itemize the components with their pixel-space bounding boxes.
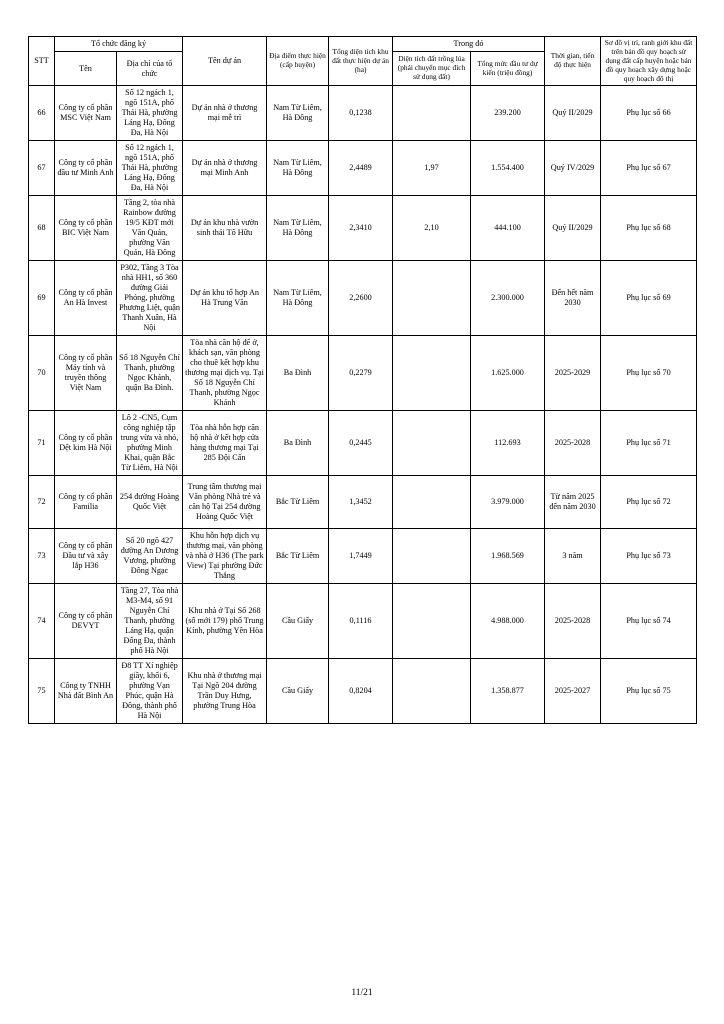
cell-so-do: Phụ lục số 70 [601,336,697,411]
cell-so-do: Phụ lục số 74 [601,584,697,659]
registration-table [28,36,697,724]
cell-stt: 69 [29,261,55,336]
header-row-1 [29,37,697,52]
cell-tong-dien-tich: 0,2445 [329,411,393,476]
cell-tong-muc-dau-tu: 444.100 [471,196,545,261]
cell-tong-dien-tich: 0,1238 [329,86,393,141]
cell-ten: Công ty cổ phần BIC Việt Nam [55,196,117,261]
cell-thoi-gian: Đến hết năm 2030 [545,261,601,336]
cell-dia-diem: Nam Từ Liêm, Hà Đông [267,86,329,141]
page-number: 11/21 [351,988,373,998]
header-dia-chi: Địa chỉ của tổ chức [117,52,183,86]
cell-dia-chi: Lô 2 -CN5, Cụm công nghiệp tập trung vừa và nhỏ, phường Minh Khai, quận Bắc Từ Liêm, Hà Nội [117,411,183,476]
table-row [29,584,697,659]
cell-dat-trong-lua [393,476,471,529]
table-row [29,411,697,476]
cell-thoi-gian: 3 năm [545,529,601,584]
cell-stt: 66 [29,86,55,141]
header-so-do-vi-tri: Sơ đồ vị trí, ranh giới khu đất trên bản đồ quy hoạch sử dụng đất cấp huyện hoặc bản đồ quy hoạch xây dựng hoặc quy hoạch đô thị [601,37,697,86]
cell-tong-dien-tich: 2,3410 [329,196,393,261]
cell-so-do: Phụ lục số 71 [601,411,697,476]
cell-so-do: Phụ lục số 75 [601,659,697,724]
cell-dat-trong-lua [393,336,471,411]
cell-tong-muc-dau-tu: 1.968.569 [471,529,545,584]
cell-dat-trong-lua [393,411,471,476]
cell-stt: 68 [29,196,55,261]
header-to-chuc-dang-ky: Tổ chức đăng ký [55,37,183,52]
table-row [29,86,697,141]
cell-thoi-gian: 2025-2027 [545,659,601,724]
table-row [29,659,697,724]
cell-so-do: Phụ lục số 66 [601,86,697,141]
cell-stt: 73 [29,529,55,584]
cell-tong-dien-tich: 0,2279 [329,336,393,411]
cell-ten-du-an: Khu nhà ở Tại Số 268 (số mới 179) phố Trung Kính, phường Yên Hòa [183,584,267,659]
cell-ten: Công ty cổ phần DEVYT [55,584,117,659]
cell-dat-trong-lua: 2,10 [393,196,471,261]
cell-thoi-gian: 2025-2028 [545,584,601,659]
cell-dia-diem: Bắc Từ Liêm [267,529,329,584]
cell-stt: 67 [29,141,55,196]
cell-ten: Công ty cổ phần MSC Việt Nam [55,86,117,141]
cell-stt: 75 [29,659,55,724]
cell-thoi-gian: 2025-2028 [545,411,601,476]
cell-dia-chi: Số 18 Nguyễn Chí Thanh, phường Ngọc Khánh, quận Ba Đình. [117,336,183,411]
cell-ten: Công ty cổ phần An Hà Invest [55,261,117,336]
cell-tong-muc-dau-tu: 1.554.400 [471,141,545,196]
cell-dia-chi: Tầng 27, Tòa nhà M3-M4, số 91 Nguyễn Chí Thanh, phường Láng Hạ, quận Đống Đa, thành phố Hà Nội [117,584,183,659]
cell-dat-trong-lua: 1,97 [393,141,471,196]
cell-tong-muc-dau-tu: 239.200 [471,86,545,141]
table-row [29,261,697,336]
cell-ten-du-an: Tòa nhà căn hộ để ở, khách sạn, văn phòng cho thuê kết hợp khu thương mại dịch vụ. Tại Số 18 Nguyễn Chí Thanh, phường Ngọc Khánh [183,336,267,411]
cell-stt: 71 [29,411,55,476]
cell-tong-muc-dau-tu: 1.358.877 [471,659,545,724]
cell-thoi-gian: Quý II/2029 [545,196,601,261]
cell-stt: 70 [29,336,55,411]
cell-so-do: Phụ lục số 69 [601,261,697,336]
cell-so-do: Phụ lục số 73 [601,529,697,584]
cell-ten-du-an: Dự án khu nhà vườn sinh thái Tố Hữu [183,196,267,261]
cell-dat-trong-lua [393,659,471,724]
cell-tong-dien-tich: 1,3452 [329,476,393,529]
cell-dia-diem: Nam Từ Liêm, Hà Đông [267,196,329,261]
header-tong-muc-dau-tu: Tổng mức đầu tư dự kiến (triệu đồng) [471,52,545,86]
header-thoi-gian: Thời gian, tiến độ thực hiện [545,37,601,86]
cell-dia-diem: Ba Đình [267,411,329,476]
cell-tong-dien-tich: 2,2600 [329,261,393,336]
cell-dia-chi: P302, Tầng 3 Tòa nhà HH1, số 360 đường Giải Phóng, phường Phương Liệt, quận Thanh Xuân, Hà Nội [117,261,183,336]
cell-tong-muc-dau-tu: 112.693 [471,411,545,476]
cell-so-do: Phụ lục số 67 [601,141,697,196]
table-row [29,336,697,411]
header-dien-tich-dat-trong-lua: Diện tích đất trồng lúa (phải chuyển mục đích sử dụng đất) [393,52,471,86]
cell-dat-trong-lua [393,529,471,584]
table-body [29,86,697,724]
cell-thoi-gian: Từ năm 2025 đến năm 2030 [545,476,601,529]
cell-tong-muc-dau-tu: 1.625.000 [471,336,545,411]
cell-thoi-gian: 2025-2029 [545,336,601,411]
cell-dia-chi: Số 12 ngách 1, ngõ 151A, phố Thái Hà, phường Láng Hạ, Đống Đa, Hà Nội [117,86,183,141]
cell-dia-chi: Tầng 2, tòa nhà Rainbow đường 19/5 KĐT mới Văn Quán, phường Văn Quán, Hà Đông [117,196,183,261]
cell-dia-diem: Ba Đình [267,336,329,411]
cell-tong-muc-dau-tu: 4.988.000 [471,584,545,659]
cell-so-do: Phụ lục số 72 [601,476,697,529]
cell-tong-dien-tich: 1,7449 [329,529,393,584]
cell-dia-diem: Nam Từ Liêm, Hà Đông [267,261,329,336]
header-tong-dien-tich: Tổng diện tích khu đất thực hiện dự án (ha) [329,37,393,86]
cell-ten: Công ty cổ phần Familia [55,476,117,529]
cell-tong-muc-dau-tu: 3.979.000 [471,476,545,529]
cell-ten: Công ty cổ phần Máy tính và truyền thông Việt Nam [55,336,117,411]
cell-dia-diem: Nam Từ Liêm, Hà Đông [267,141,329,196]
cell-ten-du-an: Dự án nhà ở thương mại mễ trì [183,86,267,141]
cell-ten: Công ty cổ phần Dệt kim Hà Nội [55,411,117,476]
table-row [29,196,697,261]
cell-tong-dien-tich: 0,8204 [329,659,393,724]
header-trong-do: Trong đó [393,37,545,52]
header-stt: STT [29,37,55,86]
cell-ten: Công ty cổ phần Đầu tư và xây lắp H36 [55,529,117,584]
cell-stt: 74 [29,584,55,659]
cell-dat-trong-lua [393,86,471,141]
cell-stt: 72 [29,476,55,529]
cell-dia-chi: Số 12 ngách 1, ngõ 151A, phố Thái Hà, phường Láng Hạ, Đống Đa, Hà Nội [117,141,183,196]
cell-thoi-gian: Quý II/2029 [545,86,601,141]
cell-ten-du-an: Dự án khu tổ hợp An Hà Trung Văn [183,261,267,336]
cell-dia-chi: Số 20 ngõ 427 đường An Dương Vương, phường Đông Ngạc [117,529,183,584]
cell-dat-trong-lua [393,584,471,659]
cell-dia-chi: 254 đường Hoàng Quốc Việt [117,476,183,529]
header-ten: Tên [55,52,117,86]
header-ten-du-an: Tên dự án [183,37,267,86]
cell-ten-du-an: Tòa nhà hỗn hợp căn hộ nhà ở kết hợp cửa hàng thương mại Tại 285 Đội Cấn [183,411,267,476]
cell-ten-du-an: Dự án nhà ở thương mại Minh Anh [183,141,267,196]
cell-dia-chi: Đ8 TT Xí nghiệp giầy, khối 6, phường Vạn Phúc, quận Hà Đông, thành phố Hà Nội [117,659,183,724]
cell-dat-trong-lua [393,261,471,336]
cell-ten-du-an: Khu hỗn hợp dịch vụ thương mại, văn phòng và nhà ở H36 (The park View) Tại phường Đức Thắng [183,529,267,584]
cell-dia-diem: Bắc Từ Liêm [267,476,329,529]
cell-dia-diem: Cầu Giấy [267,584,329,659]
cell-tong-dien-tich: 2,4489 [329,141,393,196]
cell-ten: Công ty cổ phần đầu tư Minh Anh [55,141,117,196]
header-dia-diem: Địa điểm thực hiện (cấp huyện) [267,37,329,86]
cell-tong-dien-tich: 0,1116 [329,584,393,659]
table-header [29,37,697,86]
cell-ten-du-an: Trung tâm thương mại Văn phòng Nhà trẻ và căn hộ Tại 254 đường Hoàng Quốc Việt [183,476,267,529]
cell-ten-du-an: Khu nhà ở thương mại Tại Ngõ 204 đường Trần Duy Hưng, phường Trung Hòa [183,659,267,724]
table-row [29,141,697,196]
cell-thoi-gian: Quý IV/2029 [545,141,601,196]
table-row [29,476,697,529]
cell-so-do: Phụ lục số 68 [601,196,697,261]
cell-dia-diem: Cầu Giấy [267,659,329,724]
cell-tong-muc-dau-tu: 2.300.000 [471,261,545,336]
table-row [29,529,697,584]
cell-ten: Công ty TNHH Nhà đất Bình An [55,659,117,724]
